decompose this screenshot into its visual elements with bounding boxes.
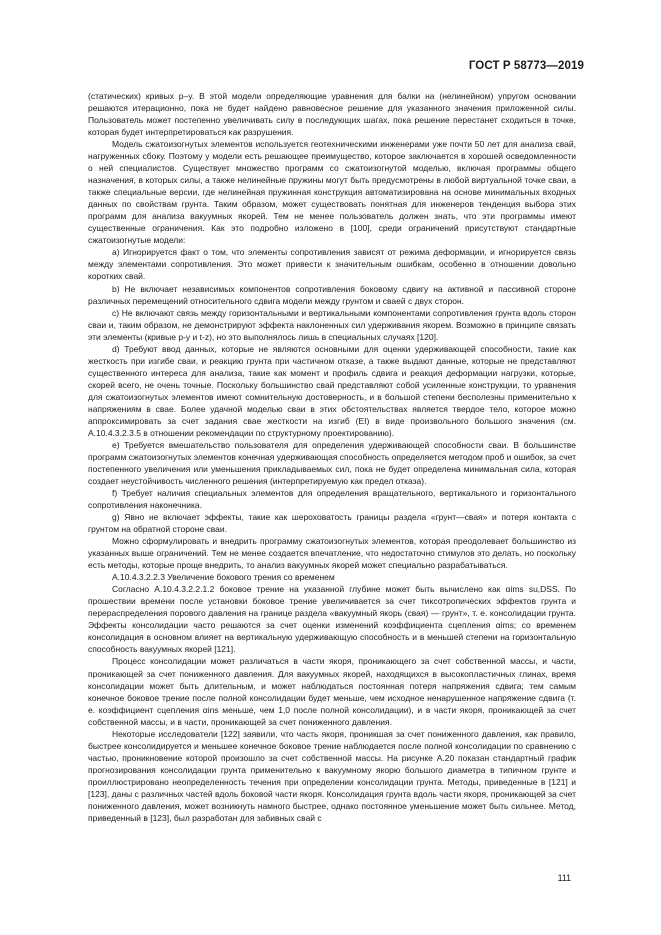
paragraph: (статических) кривых p–y. В этой модели определяющие уравнения для балки на (нелинейном) упругом основании решаются итерационно, пока не будет найдено равновесное решение для указанного значения приложенной силы. Пользователь может постепенно увеличивать силу в последующих шагах, пока решение перестанет сходиться в точке, которая будет интерпретироваться как разрушения.	[88, 91, 576, 138]
paragraph: Некоторые исследователи [122] заявили, что часть якоря, проникшая за счет пониженного давления, как правило, быстрее консолидируется и меньшее конечное боковое трение наблюдается после полной консолидации по сравнению с частью, проникновение которой произошло за счет собственной массы. На рисунке А.20 показан стандартный график прогнозирования консолидации грунта применительно к вакуумному якорю большого диаметра в типичном грунте и проиллюстрировано неопределенность течения при определении консолидации грунта. Методы, приведенные в [121] и [123], даны с различных частей вдоль боковой части якоря. Консолидация грунта вдоль части якоря, проникающей за счет пониженного давления, может возникнуть намного быстрее, однако постоянное уменьшение может быть сильнее. Метод, приведенный в [123], был разработан для забивных свай с	[88, 728, 576, 823]
list-item-b: b) Не включает независимых компонентов сопротивления боковому сдвигу на активной и пассивной стороне различных перемещений относительного сдвига модели между грунтом и сваей с двух сторон.	[88, 283, 576, 306]
paragraph: Модель сжатоизогнутых элементов используется геотехническими инженерами уже почти 50 лет для анализа свай, нагруженных сбоку. Поэтому у модели есть решающее преимущество, которое заключается в хорошей осведомленности о ней специалистов. Существует множество программ со сжатоизогнутой моделью, включая программы общего назначения, в которых силы, а также нелинейные пружины могут быть предусмотрены в любой виртуальной точке сваи, а также специальные версии, где нелинейная пружинная конструкция автоматизирована на основе минимальных входных данных по свойствам грунта. Таким образом, может существовать понятная для инженеров тенденция выбора этих программ для анализа вакуумных якорей. Тем не менее пользователь должен знать, что эти программы имеют существенные ограничения. Как это подробно изложено в [100], среди ограничений присутствуют стандартные сжатоизогнутые модели:	[88, 139, 576, 246]
document-body	[88, 90, 576, 824]
section-heading: А.10.4.3.2.2.3 Увеличение бокового трения со временем	[112, 572, 335, 583]
list-item-g: g) Явно не включает эффекты, такие как шероховатость границы раздела «грунт—свая» и потеря контакта с грунтом на обратной стороне сваи.	[88, 512, 576, 535]
list-item-d: d) Требуют ввод данных, которые не являются основными для оценки удерживающей способности, такие как жесткость при изгибе сваи, и реакцию грунта при частичном отказе, а также выдают данные, которые не представляют существенного интереса для анализа, такие как момент и профиль сдвига и реакция деформации нагрузки, которые, скорей всего, не очень точные. Поскольку большинство свай представляют собой усиленные конструкции, то уравнения для сжатоизогнутых элементов имеют сомнительную достоверность, и в большой степени бесполезны применительно к напряжениям в свае. Более удачной моделью сваи в этих обстоятельствах является твердое тело, которое можно аппроксимировать за счет задания свае жесткости на изгиб (EI) в виде произвольного большого значения (см. А.10.4.3.2.3.5 в отношении рекомендации по структурному проектированию).	[88, 343, 576, 438]
paragraph: Процесс консолидации может различаться в части якоря, проникающего за счет собственной массы, и части, проникающей за счет пониженного давления. Для вакуумных якорей, находящихся в высокопластичных глинах, время консолидации может быть длительным, и может наблюдаться постоянная потеря напряжения сдвига; тем самым конечное боковое трение после полной консолидации будет меньше, чем исходное ненарушенное напряжение сдвига (т. е. коэффициент сцепления αins меньше, чем 1,0 после полной консолидации), и в части якоря, проникающей за счет собственной массы, и в части, проникающей за счет пониженного давления.	[88, 656, 576, 727]
list-item-f: f) Требует наличия специальных элементов для определения вращательного, вертикального и горизонтального сопротивления наконечника.	[88, 488, 576, 511]
list-item-c: c) Не включают связь между горизонтальными и вертикальными компонентами сопротивления грунта вдоль сторон сваи и, таким образом, не демонстрируют эффекта наклоненных сил удерживания якорем. Возможно в принципе связать эти элементы (кривые p-y и t-z), но это выполнялось лишь в специальных случаях [120].	[88, 307, 576, 342]
list-item-a: a) Игнорируется факт о том, что элементы сопротивления зависят от режима деформации, и игнорируется связь между элементами сопротивления. Это может привести к значительным ошибкам, особенно в отношении довольно коротких свай.	[88, 247, 576, 282]
paragraph: Можно сформулировать и внедрить программу сжатоизогнутых элементов, которая преодолевает большинство из указанных выше ограничений. Тем не менее создается впечатление, что недостаточно стимулов это делать, но поскольку есть методы, которые проще внедрить, то анализ вакуумных якорей может специально разрабатываться.	[88, 536, 576, 571]
page-number: 111	[557, 873, 571, 883]
list-item-e: e) Требуется вмешательство пользователя для определения удерживающей способности сваи. В большинстве программ сжатоизогнутых элементов конечная удерживающая способность определяется методом проб и ошибок, за счет постепенного увеличения или уменьшения прикладываемых сил, пока не будет определена минимальная сила, которая создает неустойчивость численного решения (интерпретируемую как предел отказа).	[88, 439, 576, 486]
document-header: ГОСТ Р 58773—2019	[468, 60, 584, 72]
paragraph: Согласно А.10.4.3.2.2.1.2 боковое трение на указанной глубине может быть вычислено как αims su,DSS. По прошествии времени после установки боковое трение увеличивается за счет тиксотропических эффектов грунта и перераспределения порового давления на границе раздела «вакуумный якорь (свая) — грунт», т. е. консолидации грунта. Эффекты консолидации часто решаются за счет оценки изменений коэффициента сцепления αims; со временем консолидация в основном влияет на вертикальную удерживающую способность и в меньшей степени на горизонтальную способность вакуумных якорей [121].	[88, 584, 576, 655]
